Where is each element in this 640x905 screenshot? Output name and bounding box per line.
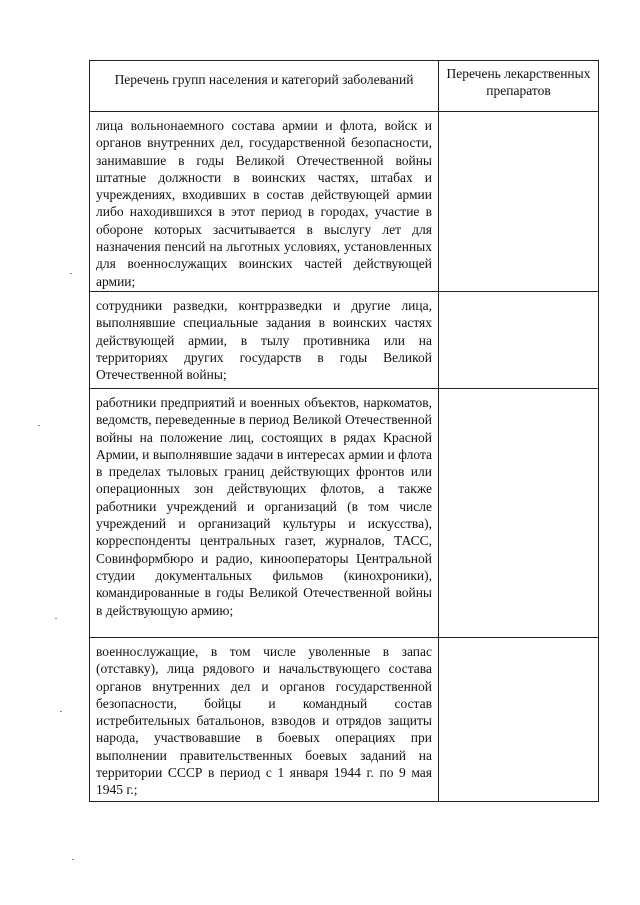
row-text: работники предприятий и военных объектов, наркоматов, ведомств, переведенные в период Великой Отечественной войны на положение лиц, состоящих в рядах Красной Армии, и выполнявшие задачи в интересах армии и флота в пределах тыловых границ действующих фронтов или операционных зон действующих флотов, а также работники учреждений и организаций (в том числе учреждений и организаций культуры и искусства), корреспонденты центральных газет, журналов, ТАСС, Совинформбюро и радио, кинооператоры Центральной студии документальных фильмов (кинохроники), командированные в годы Великой Отечественной войны в действующую армию;	[96, 395, 432, 618]
header-drug-list-label: Перечень лекарственных препаратов	[446, 66, 591, 98]
row-text-cell	[90, 389, 439, 638]
row-text-cell	[90, 292, 439, 389]
row-text: военнослужащие, в том числе уволенные в запас (отставку), лица рядового и начальствующего состава органов внутренних дел и органов государственной безопасности, бойцы и командный состав истребительных батальонов, взводов и отрядов защиты народа, участвовавшие в боевых операциях при выполнении правительственных боевых заданий на территории СССР в период с 1 января 1944 г. по 9 мая 1945 г.;	[96, 644, 432, 798]
scan-speck	[72, 859, 74, 860]
row-text-cell	[90, 112, 439, 292]
row-drugs-cell	[439, 292, 599, 389]
document-table	[89, 60, 599, 802]
header-population-groups	[90, 61, 439, 112]
row-drugs-cell	[439, 389, 599, 638]
row-drugs-cell	[439, 112, 599, 292]
row-drugs-cell	[439, 638, 599, 802]
table-header-row	[90, 61, 599, 112]
scan-speck	[60, 711, 62, 712]
header-drug-list	[439, 61, 599, 112]
row-text-cell	[90, 638, 439, 802]
table-row	[90, 389, 599, 638]
table-row	[90, 292, 599, 389]
table-row	[90, 112, 599, 292]
scan-speck	[55, 618, 57, 619]
header-population-groups-label: Перечень групп населения и категорий заболеваний	[114, 72, 414, 87]
scan-speck	[70, 273, 72, 274]
table-row	[90, 638, 599, 802]
row-text: лица вольнонаемного состава армии и флота, войск и органов внутренних дел, государственной безопасности, занимавшие в годы Великой Отечественной войны штатные должности в воинских частях, штабах и учреждениях, входивших в состав действующей армии либо находившихся в этот период в городах, участие в обороне которых засчитывается в выслугу лет для назначения пенсий на льготных условиях, установленных для военнослужащих воинских частей действующей армии;	[96, 118, 432, 289]
row-text: сотрудники разведки, контрразведки и другие лица, выполнявшие специальные задания в воинских частях действующей армии, в тылу противника или на территориях других государств в годы Великой Отечественной войны;	[96, 298, 432, 383]
scan-speck	[38, 425, 40, 426]
